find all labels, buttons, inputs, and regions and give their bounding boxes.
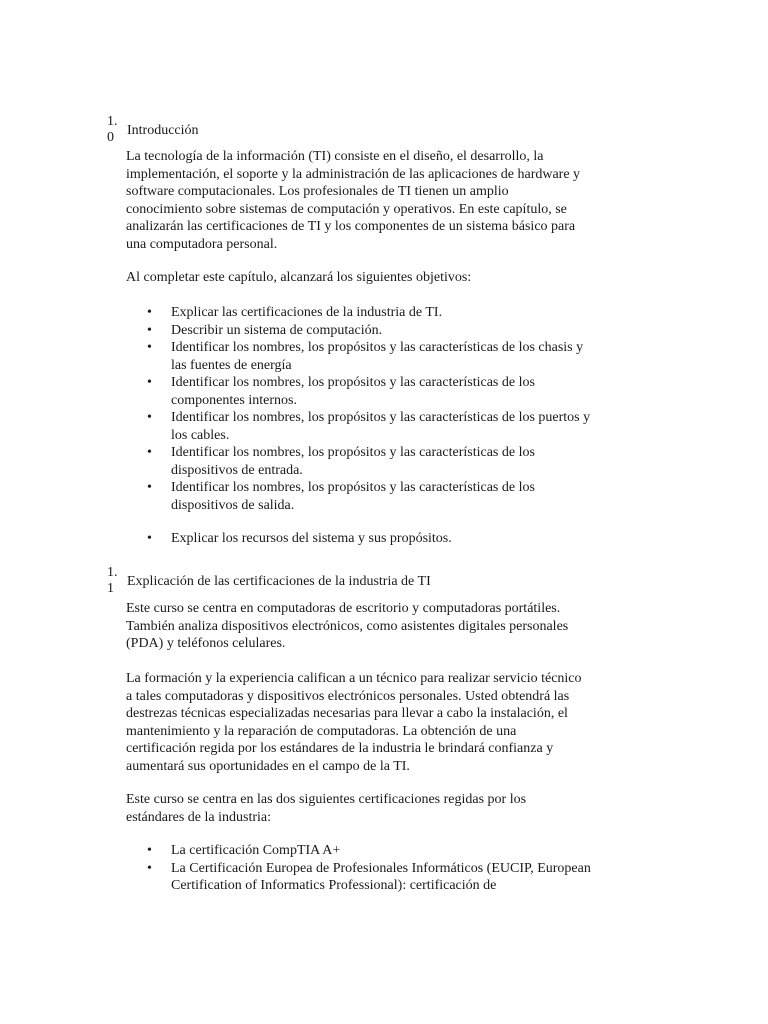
list-item: • La Certificación Europea de Profesionales Informáticos (EUCIP, European Certification of Informatics Professional): certificación de	[126, 860, 591, 895]
list-item: • Explicar los recursos del sistema y sus propósitos.	[126, 530, 591, 548]
objectives-intro-paragraph: Al completar este capítulo, alcanzará los siguientes objetivos:	[126, 270, 472, 285]
list-item: • Identificar los nombres, los propósitos y las características de los componentes internos.	[126, 374, 591, 409]
section-body	[126, 600, 586, 653]
section-body	[126, 791, 586, 826]
certifications-list	[126, 842, 591, 895]
list-item: • Describir un sistema de computación.	[126, 322, 591, 340]
list-item: • Identificar los nombres, los propósitos y las características de los dispositivos de salida.	[126, 479, 591, 514]
intro-paragraph: La tecnología de la información (TI) consiste en el diseño, el desarrollo, la implementación, el soporte y la administración de las aplicaciones de hardware y software computacionales. Los profesionales de TI tienen un amplio conocimiento sobre sistemas de computación y operativos. En este capítulo, se analizarán las certificaciones de TI y los componentes de un sistema básico para una computadora personal.	[126, 149, 581, 252]
list-item: • La certificación CompTIA A+	[126, 842, 591, 860]
section-body	[126, 670, 586, 775]
section-body	[126, 148, 586, 253]
list-item: • Identificar los nombres, los propósitos y las características de los puertos y los cables.	[126, 409, 591, 444]
section-body	[126, 269, 586, 287]
section-title: Explicación de las certificaciones de la industria de TI	[127, 574, 431, 589]
course-focus-paragraph: Este curso se centra en computadoras de escritorio y computadoras portátiles. También analiza dispositivos electrónicos, como asistentes digitales personales (PDA) y teléfonos celulares.	[126, 601, 569, 651]
objectives-list-extra	[126, 530, 591, 548]
certifications-intro-paragraph: Este curso se centra en las dos siguientes certificaciones regidas por los estándares de la industria:	[126, 792, 527, 825]
training-paragraph: La formación y la experiencia califican a un técnico para realizar servicio técnico a tales computadoras y dispositivos electrónicos personales. Usted obtendrá las destrezas técnicas especializadas necesarias para llevar a cabo la instalación, el mantenimiento y la reparación de computadoras. La obtención de una certificación regida por los estándares de la industria le brindará confianza y aumentará sus oportunidades en el campo de la TI.	[126, 671, 582, 774]
section-title: Introducción	[127, 123, 199, 138]
list-item: • Explicar las certificaciones de la industria de TI.	[126, 304, 591, 322]
section-number: 1. 0	[107, 114, 118, 145]
section-number: 1. 1	[107, 565, 118, 596]
list-item: • Identificar los nombres, los propósitos y las características de los chasis y las fuentes de energía	[126, 339, 591, 374]
objectives-list	[126, 304, 591, 514]
list-item: • Identificar los nombres, los propósitos y las características de los dispositivos de entrada.	[126, 444, 591, 479]
